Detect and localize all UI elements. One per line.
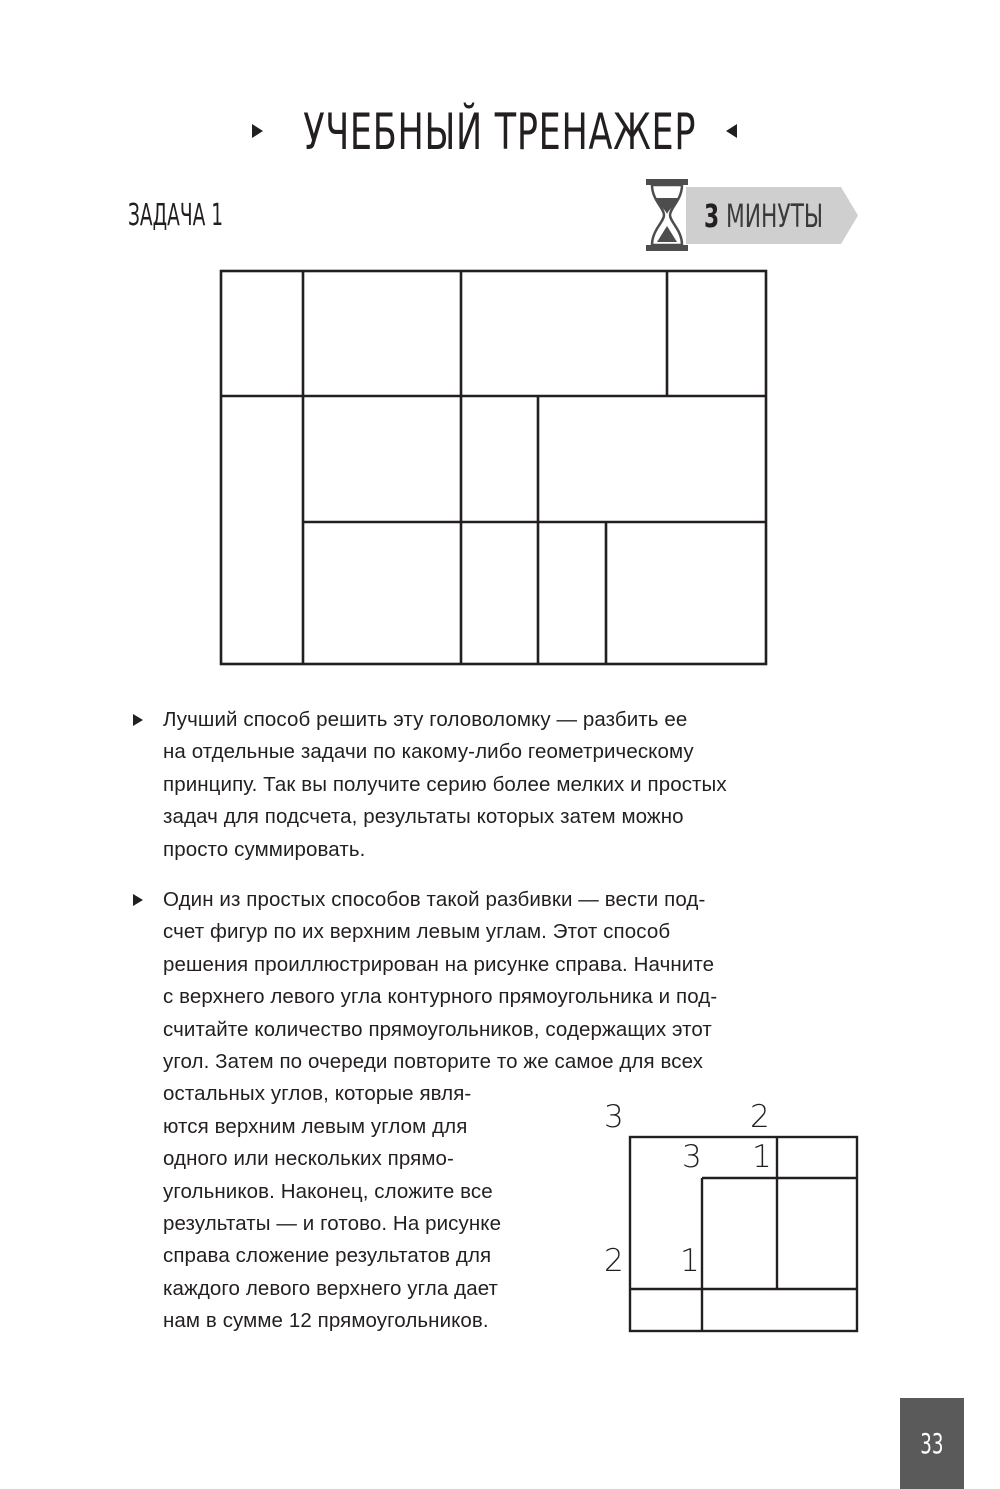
page-number-box [900,1398,964,1489]
timer-badge [686,187,858,244]
corner-count: 3 [682,1139,702,1175]
paragraph-line: счет фигур по их верхним левым углам. Этот способ [163,920,671,944]
example-figure [596,1096,866,1336]
paragraph-line: считайте количество прямоугольников, содержащих этот [163,1017,712,1041]
paragraph-line: на отдельные задачи по какому-либо геометрическому [163,740,694,764]
paragraph-line: задач для подсчета, результаты которых затем можно [163,805,684,829]
paragraph-line: Лучший способ решить эту головоломку — разбить ее [163,708,688,731]
paragraph-line: одного или нескольких прямо- [163,1147,454,1171]
page-header [0,100,1000,164]
corner-count: 1 [752,1139,772,1175]
paragraph-line: каждого левого верхнего угла дает [163,1276,499,1300]
paragraph-line: ются верхним левым углом для [163,1114,468,1138]
page-number: 33 [920,1427,944,1460]
hourglass-icon [644,178,690,252]
corner-count: 1 [680,1243,700,1279]
triangle-left-icon [726,124,737,138]
bullet-triangle-icon [133,714,143,726]
paragraph-line: Один из простых способов такой разбивки — вести под- [163,888,706,911]
paragraph-line: угольников. Наконец, сложите все [163,1179,493,1203]
paragraph-line: с верхнего левого угла контурного прямоугольника и под- [163,985,718,1009]
paragraph-line: результаты — и готово. На рисунке [163,1212,502,1236]
paragraph-line: принципу. Так вы получите серию более мелких и простых [163,772,727,796]
task-label: ЗАДАЧА 1 [128,198,224,233]
page-title: УЧЕБНЫЙ ТРЕНАЖЕР [303,103,697,161]
paragraph-line: решения проиллюстрирован на рисунке справа. Начните [163,952,715,976]
bullet-triangle-icon [133,894,143,906]
timer-number: 3 [704,197,720,235]
paragraph-line: нам в сумме 12 прямоугольников. [163,1309,489,1333]
timer-text [704,197,823,235]
paragraph-line: угол. Затем по очереди повторите то же самое для всех [163,1050,704,1074]
puzzle-grid [219,269,769,672]
paragraph-line: справа сложение результатов для [163,1244,492,1268]
paragraph-line: остальных углов, которые явля- [163,1082,472,1106]
corner-count: 2 [750,1099,770,1135]
corner-count: 3 [604,1099,624,1135]
corner-count: 2 [604,1243,624,1279]
paragraph-1 [163,704,727,866]
timer-unit: МИНУТЫ [725,197,824,235]
paragraph-line: просто суммировать. [163,837,366,861]
